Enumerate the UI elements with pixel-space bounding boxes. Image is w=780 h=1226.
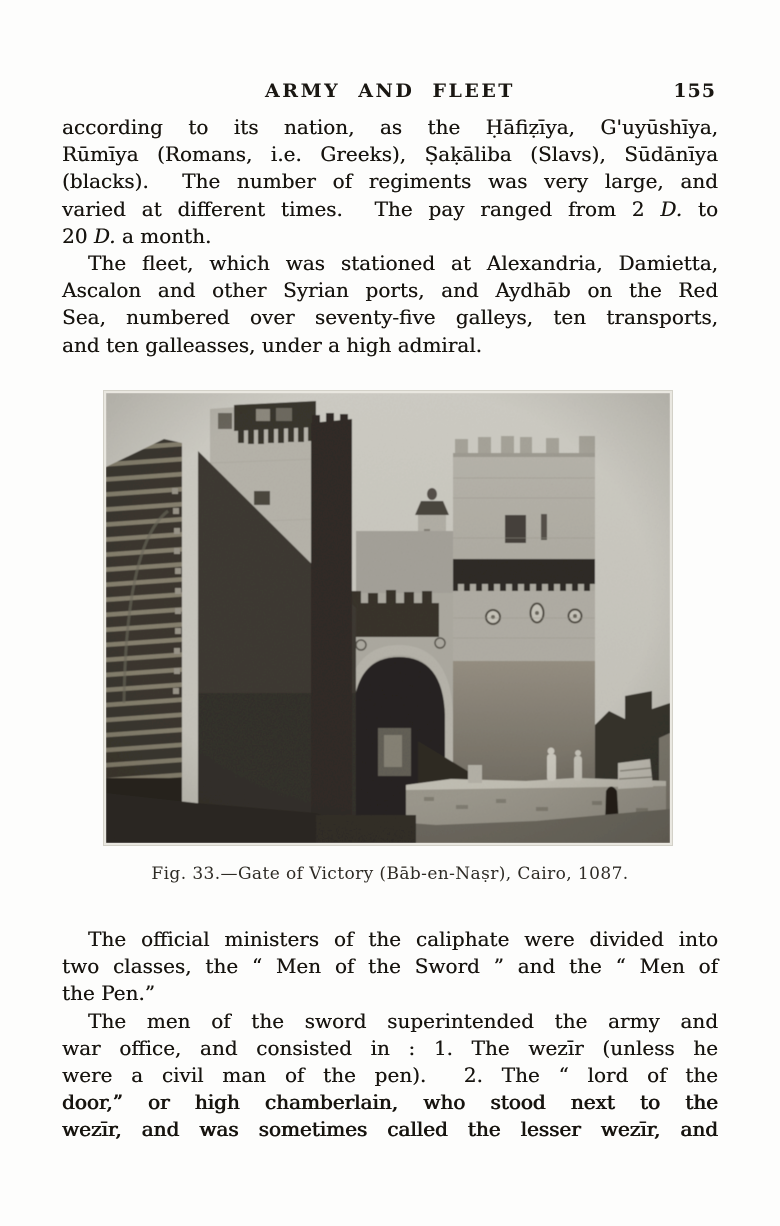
text-line: were a civil man of the pen). 2. The “ lord of the [62,1063,718,1088]
text-line: Ascalon and other Syrian ports, and Aydhāb on the Red [62,278,718,303]
page-title: ARMY AND FLEET [265,80,515,102]
text-line: and ten galleasses, under a high admiral. [62,332,482,357]
text-line: wezīr, and was sometimes called the lesser wezīr, and [62,1117,718,1142]
text-line: (blacks). The number of regiments was very large, and [62,169,718,194]
gate-photo-illustration [106,393,670,843]
text-line: The men of the sword superintended the army and [88,1008,718,1033]
text-line: two classes, the “ Men of the Sword ” and the “ Men of [62,954,718,979]
figure [104,391,676,845]
text-block-bottom [62,926,718,1144]
text-line: Sea, numbered over seventy-five galleys, ten transports, [62,305,718,330]
paragraph-3 [62,926,718,1008]
paragraph-2 [62,250,718,359]
text-line: varied at different times. The pay ranged from 2 D. to [62,196,718,221]
text-line: according to its nation, as the Ḥāfiẓīya, G'uyūshīya, [62,115,718,139]
text-line: The fleet, which was stationed at Alexandria, Damietta, [88,251,718,276]
text-line: door,” or high chamberlain, who stood next to the [62,1090,718,1115]
paragraph-1 [62,114,718,250]
text-line: 20 D. a month. [62,223,212,248]
text-block-top [62,114,718,359]
text-line: war office, and consisted in : 1. The wezīr (unless he [62,1035,718,1060]
running-header [62,80,718,106]
figure-photo [104,391,672,845]
text-line: Rūmīya (Romans, i.e. Greeks), Ṣaḳāliba (Slavs), Sūdānīya [62,142,718,167]
page-number: 155 [673,80,716,102]
text-line: the Pen.” [62,981,155,1006]
paragraph-4 [62,1008,718,1144]
text-line: The official ministers of the caliphate were divided into [88,927,718,951]
figure-caption: Fig. 33.—Gate of Victory (Bāb-en-Naṣr), Cairo, 1087. [151,864,629,884]
